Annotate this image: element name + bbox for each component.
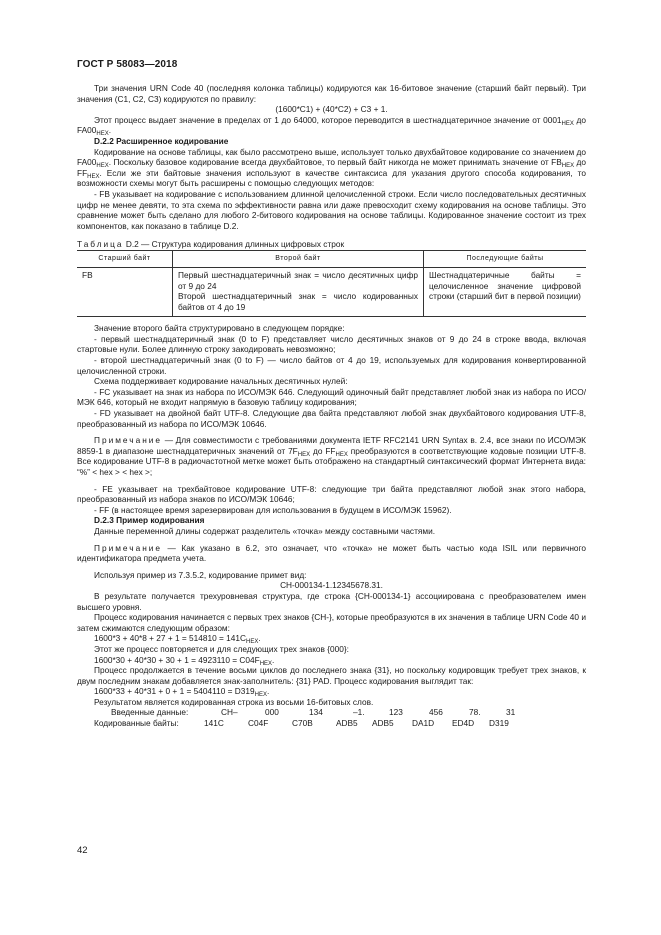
input-row: Введенные данные: CH– 000 134 –1. 123 456 78. 31 [111, 707, 516, 718]
paragraph: Значение второго байта структурировано в следующем порядке: [94, 323, 345, 334]
paragraph: Результатом является кодированная строка из восьми 16-битовых слов. [94, 696, 374, 707]
paragraph: Этот же процесс повторяется и для следующих трех знаков {000}: [94, 643, 349, 654]
structure-table [77, 250, 586, 317]
section-heading: D.2.2 Расширенное кодирование [94, 135, 229, 146]
table-caption: Таблица D.2 — Структура кодирования длинных цифровых строк [77, 239, 345, 250]
list-item: - второй шестнадцатеричный знак (0 to F) — число байтов от 4 до 19, используемых для кодирования конвертированной целочисленной строки. [77, 355, 586, 376]
table-cell: Первый шестнадцатеричный знак = число десятичных цифр от 9 до 24 Второй шестнадцатеричный знак = число кодированных байтов от 4 до 19 [173, 267, 424, 316]
table-header: Второй байт [173, 250, 424, 267]
paragraph: Схема поддерживает кодирование начальных десятичных нулей: [94, 376, 348, 387]
paragraph: В результате получается трехуровневая структура, где строка {CH-000134-1} ассоциирована с преобразователем имен высшего уровня. [77, 590, 586, 612]
formula: $1600*33 + 40*31 + 0 + 1 = 5404110 = D319_{HEX}$. [94, 686, 270, 699]
paragraph: Данные переменной длины содержат разделитель «точка» между составными частями. [94, 525, 436, 536]
note: Примечание — Как указано в 6.2, это означает, что «точка» не может быть частью кода ISIL или первичного идентификатора предмета учета. [77, 542, 586, 564]
list-item: - FF (в настоящее время зарезервирован для использования в будущем в ИСО/МЭК 15962). [94, 504, 452, 515]
section-heading: D.2.3 Пример кодирования [94, 515, 205, 526]
encoded-row: Кодированные байты: 141C C04F C70B ADB5 ADB5 DA1D ED4D D319 [94, 718, 509, 729]
paragraph: Три значения URN Code 40 (последняя колонка таблицы) кодируются как 16-битовое значение (старший байт первый). Три значения (С1, С2, С3) кодируются по правилу: [77, 83, 586, 104]
paragraph: Этот процесс выдает значение в пределах от 1 до 64000, которое переводится в шестнадцатеричное значение от $0001_{HEX}$ до $FA00_{HEX}$. [77, 114, 586, 138]
page-content [77, 83, 586, 729]
paragraph: Процесс продолжается в течение восьми циклов до последнего знака {31}, но поскольку кодировщик требует трех знаков, к двум последним знакам добавляется знак-заполнитель: {31} PAD. Процесс кодирования выглядит так: [77, 665, 586, 686]
list-item: - FD указывает на двойной байт UTF-8. Следующие два байта представляют любой знак двухбайтового кодирования UTF-8, преобразованный из набора по ИСО/МЭК 10646. [77, 408, 586, 429]
note: Примечание — Для совместимости с требованиями документа IETF RFC2141 URN Syntax в. 2.4, все знаки по ИСО/МЭК 8859-1 в диапазоне шестнадцатеричных значений от $7F_{HEX}$ до $FF_{HEX}$ преобразуются в соответствующие кодовые позиции UTF-8. Все кодирование UTF-8 в радиочастотной метке может быть отображено на стандартный синтаксический формат Интернета вида: “%” < hex > < hex >; [77, 435, 586, 477]
table-header: Старший байт [77, 250, 173, 267]
paragraph: Используя пример из 7.3.5.2, кодирование примет вид: [94, 569, 307, 580]
formula: $1600*3 + 40*8 + 27 + 1 = 514810 = 141C_{HEX}$. [94, 633, 261, 646]
paragraph: Процесс кодирования начинается с первых трех знаков {CH-}, которые преобразуются в их значения в таблице URN Code 40 и затем сжимаются следующим образом: [77, 612, 586, 633]
paragraph: Кодирование на основе таблицы, как было рассмотрено выше, использует только двухбайтовое кодирование со значением до $FA00_{HEX}$. Поскольку базовое кодирование всегда двухбайтовое, то первый байт никогда не может принимать значение от $FB_{HEX}$ до $FF_{HEX}$. Если же эти байтовые значения используют в качестве синтаксиса для указания другого способа кодирования, то возможности схемы могут быть расширены с помощью следующих методов: [77, 146, 586, 189]
example-code: CH-000134-1.12345678.31. [280, 580, 383, 591]
list-item: - FC указывает на знак из набора по ИСО/МЭК 646. Следующий одиночный байт представляет любой знак из набора по ИСО/МЭК 646, который не входит напрямую в базовую таблицу кодирования; [77, 386, 586, 408]
list-item: - FE указывает на трехбайтовое кодирование UTF-8: следующие три байта представляют любой знак этого набора, преобразованный из набора знаков по ИСО/МЭК 10646; [77, 483, 586, 505]
page-number: 42 [77, 845, 88, 856]
paragraph: - FB указывает на кодирование с использованием длинной целочисленной строки. Если число последовательных десятичных цифр не менее девяти, то эта схема по эффективности равна или даже превосходит схему кодирования на основе таблицы. Это сравнение может быть сделано для любого 2-битового кодирования на основе таблицы. Кодированное значение состоит из трех компонентов, как показано в таблице D.2. [77, 188, 586, 231]
list-item: - первый шестнадцатеричный знак (0 to F) представляет число десятичных знаков от 9 до 24 в строке ввода, включая стартовые нули. Более длинную строку закодировать невозможно; [77, 333, 586, 355]
formula: (1600*C1) + (40*C2) + C3 + 1. [275, 104, 388, 115]
document-header: ГОСТ Р 58083—2018 [77, 59, 178, 70]
table-header: Последующие байты [424, 250, 587, 267]
table-cell: FB [77, 267, 173, 316]
table-row [77, 267, 586, 316]
table-cell: Шестнадцатеричные байты = целочисленное значение цифровой строки (старший бит в первой позиции) [424, 267, 587, 316]
formula: $1600*30 + 40*30 + 30 + 1 = 4923110 = C04F_{HEX}$. [94, 654, 275, 667]
